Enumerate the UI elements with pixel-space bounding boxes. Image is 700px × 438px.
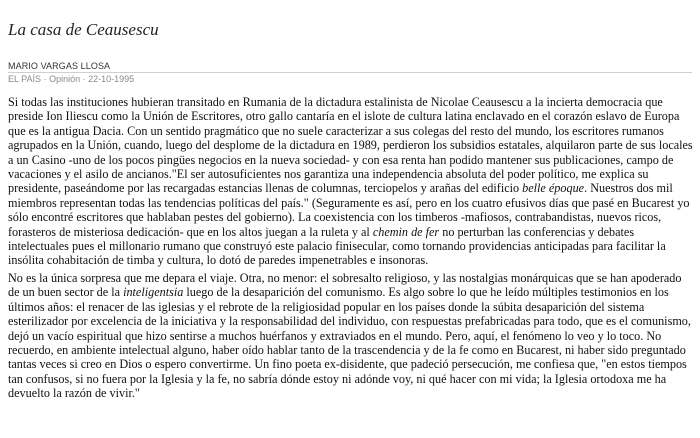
article-meta (8, 74, 134, 84)
article-source: EL PAÍS (8, 74, 42, 84)
emphasized-term: inteligentsia (123, 285, 184, 300)
author-name: MARIO VARGAS LLOSA (8, 61, 111, 71)
article-body (8, 95, 696, 404)
emphasized-term: chemin de fer (372, 224, 440, 239)
article-title: La casa de Ceausescu (8, 20, 159, 39)
meta-separator: · (82, 74, 86, 84)
article-section: Opinión (49, 74, 81, 84)
paragraph-text: luego de la desaparición del comunismo. Es algo sobre lo que he leído múltiples testimonios en los últimos años: el renacer de las iglesias y el rebrote de la religiosidad popular en los países donde la súbita desaparición del sistema esterilizador por excelencia de la iniciativa y la responsabilidad del individuo, con respuestas prefabricadas para todo, que es el comunismo, dejó un vacío espiritual que hizo sentirse a muchos huérfanos y extraviados en el mundo. Pero, aquí, el fenómeno lo veo y lo toco. No recuerdo, en ambiente intelectual alguno, haber oído hablar tanto de la trascendencia y de la fe como en Bucarest, ni haber sido preguntado tantas veces si creo en Dios o espero convertirme. Un fino poeta ex-disidente, que padeció persecución, me confiesa que, "en estos tiempos tan confusos, si no fuera por la Iglesia y la fe, no sabría dónde estoy ni adónde voy, ni qué hacer con mi vida; la Iglesia ortodoxa me ha devuelto la razón de vivir." (8, 285, 691, 401)
paragraph-text: no perturban las conferencias y debates intelectuales pues el millonario rumano que construyó este palacio finisecular, como tornando providencias anticipadas para facilitar la insólita cohabitación de timba y cultura, lo dotó de paredes impenetrables e insonoras. (8, 224, 666, 268)
article-paragraph (8, 271, 696, 401)
article-paragraph (8, 95, 696, 268)
article-date: 22-10-1995 (88, 74, 135, 84)
emphasized-term: belle époque (522, 181, 585, 196)
meta-separator: · (43, 74, 47, 84)
author-byline (8, 61, 692, 73)
paragraph-text: . Nuestros dos mil miembros representan todas las tendencias políticas del país." (Seguramente es así, pero en los cuatro efusivos días que pasé en Bucarest yo sólo encontré escritores que hablaban pestes del gobierno). La coexistencia con los timberos -mafiosos, contrabandistas, nuevos ricos, forasteros de misteriosa dedicación- que en los altos juegan a la ruleta y al (8, 181, 690, 239)
paragraph-text: Si todas las instituciones hubieran transitado en Rumania de la dictadura estalinista de Nicolae Ceausescu a la incierta democracia que preside Ion Iliescu como la Unión de Escritores, otro gallo cantaría en el islote de cultura latina enclavado en el corazón eslavo de Europa que es la antigua Dacia. Con un sentido pragmático que no suele caracterizar a sus colegas del resto del mundo, los escritores rumanos agrupados en la Unión, cuando, luego del desplome de la dictadura en 1989, perdieron los subsidios estatales, alquilaron parte de sus locales a un Casino -uno de los pocos pingües negocios en la nueva sociedad- y con esa renta han podido mantener sus publicaciones, campo de vacaciones y el asilo de ancianos."El ser autosuficientes nos garantiza una independencia absoluta del poder político, me explica su presidente, paseándome por las recargadas estancias llenas de columnas, terciopelos y arañas del edificio (8, 95, 693, 196)
paragraph-text: No es la única sorpresa que me depara el viaje. Otra, no menor: el sobresalto religioso, y las nostalgias monárquicas que se han apoderado de un buen sector de la (8, 270, 682, 300)
